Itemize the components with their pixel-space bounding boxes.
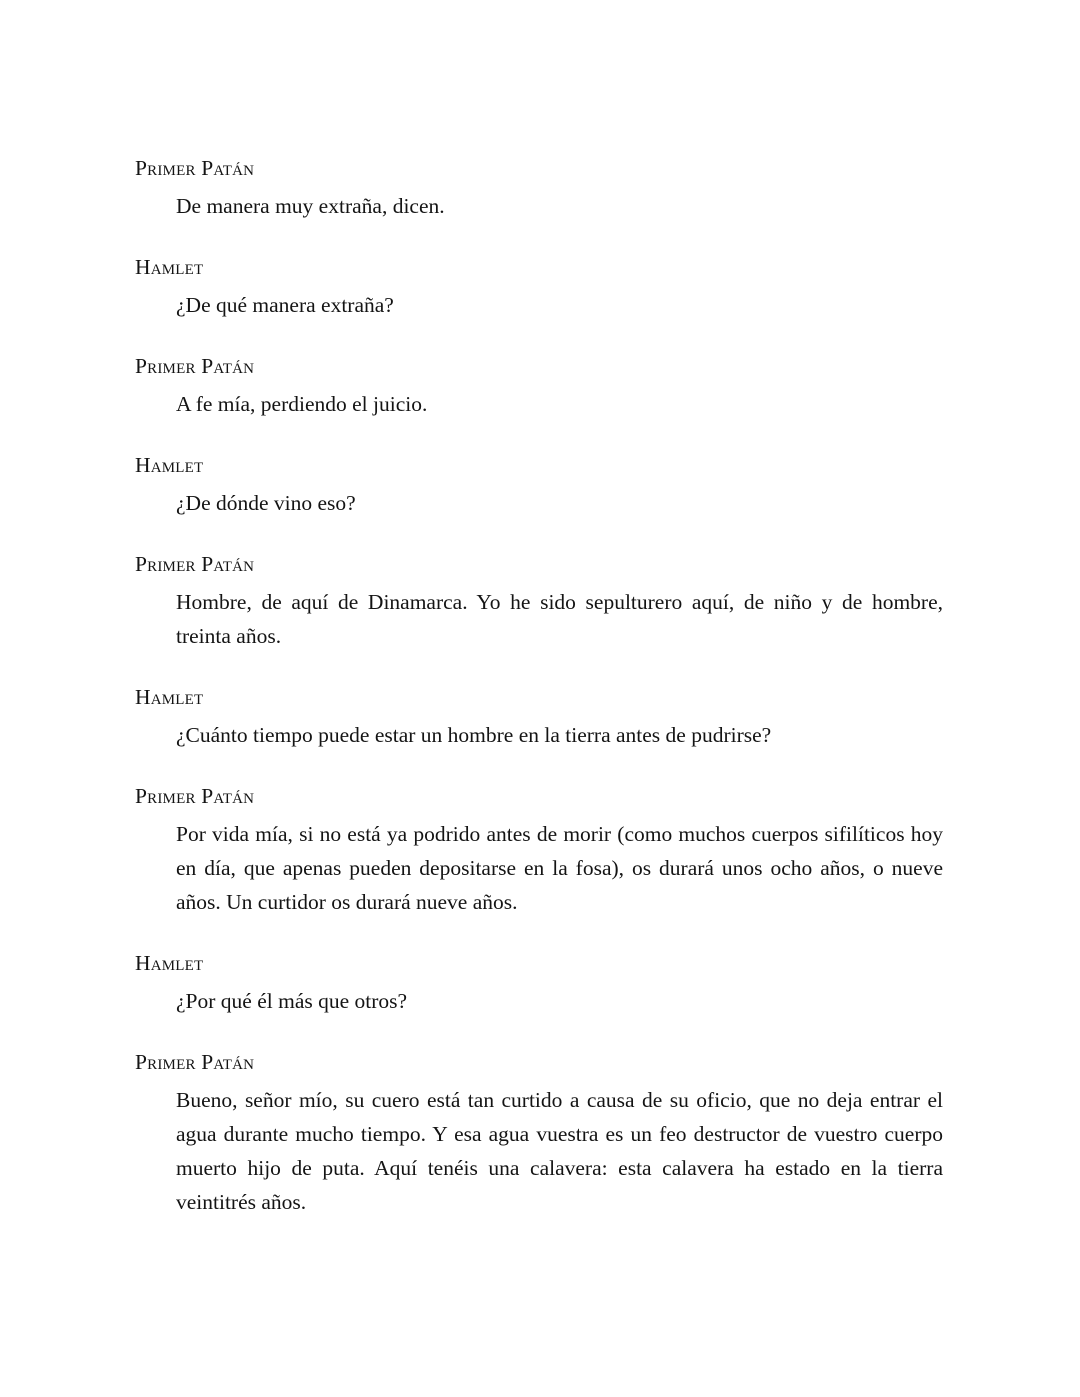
dialogue-text: Bueno, señor mío, su cuero está tan curtido a causa de su oficio, que no deja entrar el agua durante mucho tiempo. Y esa agua vuestra es un feo destructor de vuestro cuerpo muerto hijo de puta. Aquí tenéis una calavera: esta calavera ha estado en la tierra veintitrés años. xyxy=(176,1088,943,1214)
script-content xyxy=(135,151,943,1246)
dialogue-text: ¿Cuánto tiempo puede estar un hombre en la tierra antes de pudrirse? xyxy=(176,723,772,747)
speaker-name: Primer Patán xyxy=(135,354,255,378)
dialogue-text: Por vida mía, si no está ya podrido antes de morir (como muchos cuerpos sifilíticos hoy en día, que apenas pueden depositarse en la fosa), os durará unos ocho años, o nueve años. Un curtidor os durará nueve años. xyxy=(176,822,943,914)
dialogue-block xyxy=(135,680,943,752)
dialogue-text: ¿De dónde vino eso? xyxy=(176,491,356,515)
dialogue-text: ¿De qué manera extraña? xyxy=(176,293,394,317)
speaker-name: Hamlet xyxy=(135,453,204,477)
dialogue-block xyxy=(135,151,943,223)
dialogue-block xyxy=(135,946,943,1018)
dialogue-text: ¿Por qué él más que otros? xyxy=(176,989,408,1013)
dialogue-text: De manera muy extraña, dicen. xyxy=(176,194,445,218)
speaker-name: Primer Patán xyxy=(135,1050,255,1074)
speaker-name: Primer Patán xyxy=(135,784,255,808)
dialogue-block xyxy=(135,547,943,653)
speaker-name: Primer Patán xyxy=(135,156,255,180)
dialogue-block xyxy=(135,779,943,919)
dialogue-text: A fe mía, perdiendo el juicio. xyxy=(176,392,428,416)
speaker-name: Hamlet xyxy=(135,255,204,279)
dialogue-block xyxy=(135,1045,943,1219)
dialogue-block xyxy=(135,250,943,322)
dialogue-text: Hombre, de aquí de Dinamarca. Yo he sido sepulturero aquí, de niño y de hombre, treinta años. xyxy=(176,590,943,648)
speaker-name: Hamlet xyxy=(135,951,204,975)
dialogue-block xyxy=(135,448,943,520)
speaker-name: Hamlet xyxy=(135,685,204,709)
dialogue-block xyxy=(135,349,943,421)
speaker-name: Primer Patán xyxy=(135,552,255,576)
